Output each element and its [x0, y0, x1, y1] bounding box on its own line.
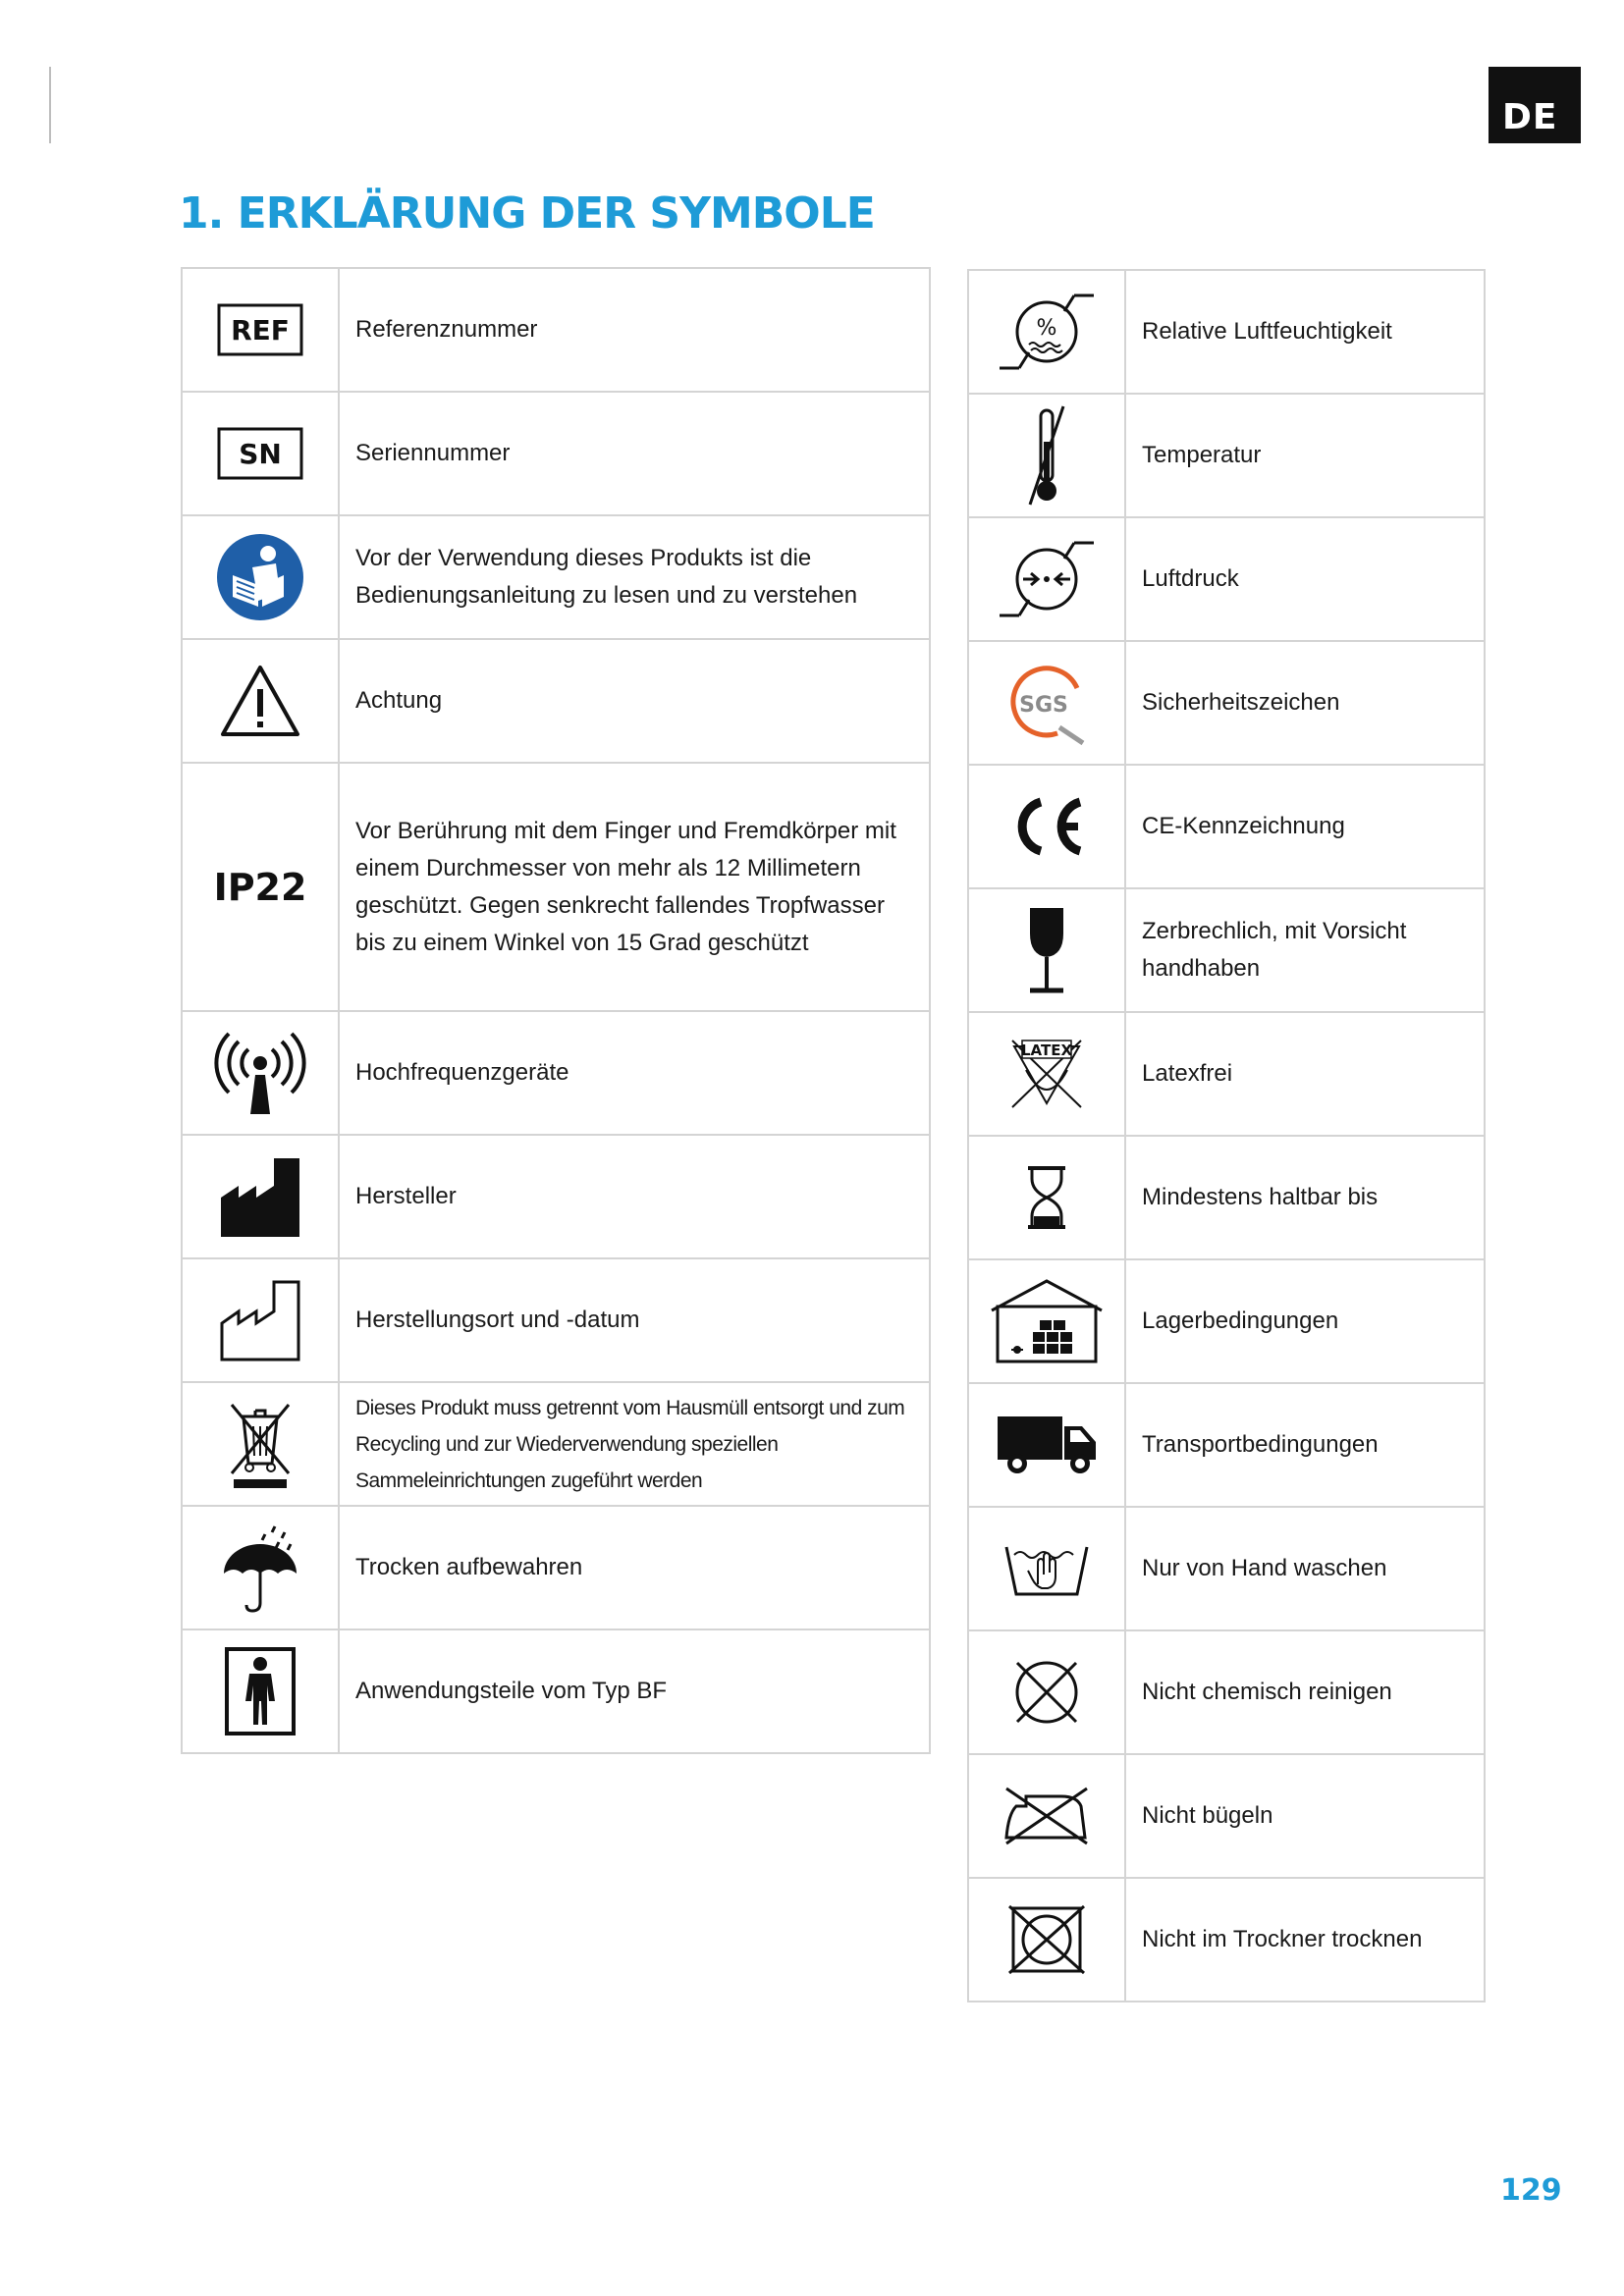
symbol-description: Temperatur [1125, 394, 1485, 517]
symbol-description: Dieses Produkt muss getrennt vom Hausmüll entsorgt und zum Recycling und zur Wiederverwendung speziellen Sammeleinrichtungen zugeführt werden [339, 1382, 930, 1506]
pressure-icon [998, 533, 1096, 625]
symbol-description: Zerbrechlich, mit Vorsicht handhaben [1125, 888, 1485, 1012]
table-row [182, 268, 930, 392]
storage-icon [988, 1277, 1106, 1365]
humidity-icon [998, 286, 1096, 378]
hourglass-icon [1024, 1165, 1069, 1230]
table-row [968, 1754, 1485, 1878]
radio-frequency-icon [213, 1028, 307, 1118]
table-row [968, 1383, 1485, 1507]
type-bf-icon [224, 1646, 297, 1736]
manufacture-date-icon [219, 1278, 301, 1362]
table-row [182, 515, 930, 639]
page-number: 129 [1500, 2173, 1562, 2208]
sn-icon [216, 426, 304, 481]
margin-rule [49, 67, 51, 143]
ref-icon [216, 302, 304, 357]
table-row [182, 1629, 930, 1753]
svg-text:SGS: SGS [1019, 693, 1068, 718]
symbol-description: Hochfrequenzgeräte [339, 1011, 930, 1135]
table-row [182, 763, 930, 1011]
symbol-description: Herstellungsort und -datum [339, 1258, 930, 1382]
symbol-description: Nicht bügeln [1125, 1754, 1485, 1878]
symbol-description: Nicht im Trockner trocknen [1125, 1878, 1485, 2002]
symbol-description: Anwendungsteile vom Typ BF [339, 1629, 930, 1753]
language-badge: DE [1489, 67, 1581, 143]
table-row [182, 1258, 930, 1382]
ip22-icon [211, 863, 309, 912]
svg-text:REF: REF [231, 314, 290, 347]
warning-icon [219, 664, 301, 738]
latex-free-icon [1008, 1037, 1085, 1111]
no-tumble-dry-icon [1007, 1904, 1086, 1975]
table-row [968, 1878, 1485, 2002]
table-row [968, 1012, 1485, 1136]
table-row [968, 1507, 1485, 1630]
symbol-description: Lagerbedingungen [1125, 1259, 1485, 1383]
keep-dry-icon [220, 1521, 300, 1615]
table-row [182, 639, 930, 763]
table-row [182, 1135, 930, 1258]
symbol-description: Transportbedingungen [1125, 1383, 1485, 1507]
symbol-description: Achtung [339, 639, 930, 763]
table-row [968, 1259, 1485, 1383]
page-title: 1. ERKLÄRUNG DER SYMBOLE [179, 188, 875, 239]
sgs-icon [1002, 659, 1091, 747]
table-row [968, 765, 1485, 888]
symbol-description: Mindestens haltbar bis [1125, 1136, 1485, 1259]
table-row [968, 888, 1485, 1012]
table-row [968, 517, 1485, 641]
truck-icon [996, 1413, 1098, 1477]
table-row [968, 394, 1485, 517]
symbol-description: Seriennummer [339, 392, 930, 515]
table-row [182, 392, 930, 515]
symbol-description: Trocken aufbewahren [339, 1506, 930, 1629]
symbol-description: Nicht chemisch reinigen [1125, 1630, 1485, 1754]
symbol-description: Nur von Hand waschen [1125, 1507, 1485, 1630]
read-manual-icon [215, 532, 305, 622]
fragile-icon [1022, 904, 1071, 996]
table-row [182, 1382, 930, 1506]
weee-icon [226, 1399, 295, 1489]
table-row [968, 1136, 1485, 1259]
table-row [968, 1630, 1485, 1754]
symbol-description: CE-Kennzeichnung [1125, 765, 1485, 888]
ce-mark-icon [1007, 794, 1086, 859]
svg-text:LATEX: LATEX [1020, 1041, 1073, 1059]
symbol-description: Referenznummer [339, 268, 930, 392]
symbol-description: Hersteller [339, 1135, 930, 1258]
symbol-table-left [181, 267, 931, 1754]
symbol-description: Latexfrei [1125, 1012, 1485, 1136]
svg-text:%: % [1036, 316, 1057, 341]
symbol-description: Vor der Verwendung dieses Produkts ist die Bedienungsanleitung zu lesen und zu verstehen [339, 515, 930, 639]
temperature-icon [1012, 404, 1081, 507]
manufacturer-icon [219, 1154, 301, 1239]
symbol-description: Luftdruck [1125, 517, 1485, 641]
table-row [968, 270, 1485, 394]
svg-text:SN: SN [239, 438, 282, 470]
symbol-description: Vor Berührung mit dem Finger und Fremdkörper mit einem Durchmesser von mehr als 12 Millimetern geschützt. Gegen senkrecht fallendes Tropfwasser bis zu einem Winkel von 15 Grad geschützt [339, 763, 930, 1011]
table-row [182, 1011, 930, 1135]
symbol-table-right [967, 269, 1486, 2002]
table-row [968, 641, 1485, 765]
no-dry-clean-icon [1009, 1657, 1084, 1728]
symbol-description: Sicherheitszeichen [1125, 641, 1485, 765]
table-row [182, 1506, 930, 1629]
symbol-description: Relative Luftfeuchtigkeit [1125, 270, 1485, 394]
no-iron-icon [1002, 1785, 1091, 1847]
svg-text:IP22: IP22 [213, 865, 307, 909]
hand-wash-icon [1004, 1539, 1089, 1598]
